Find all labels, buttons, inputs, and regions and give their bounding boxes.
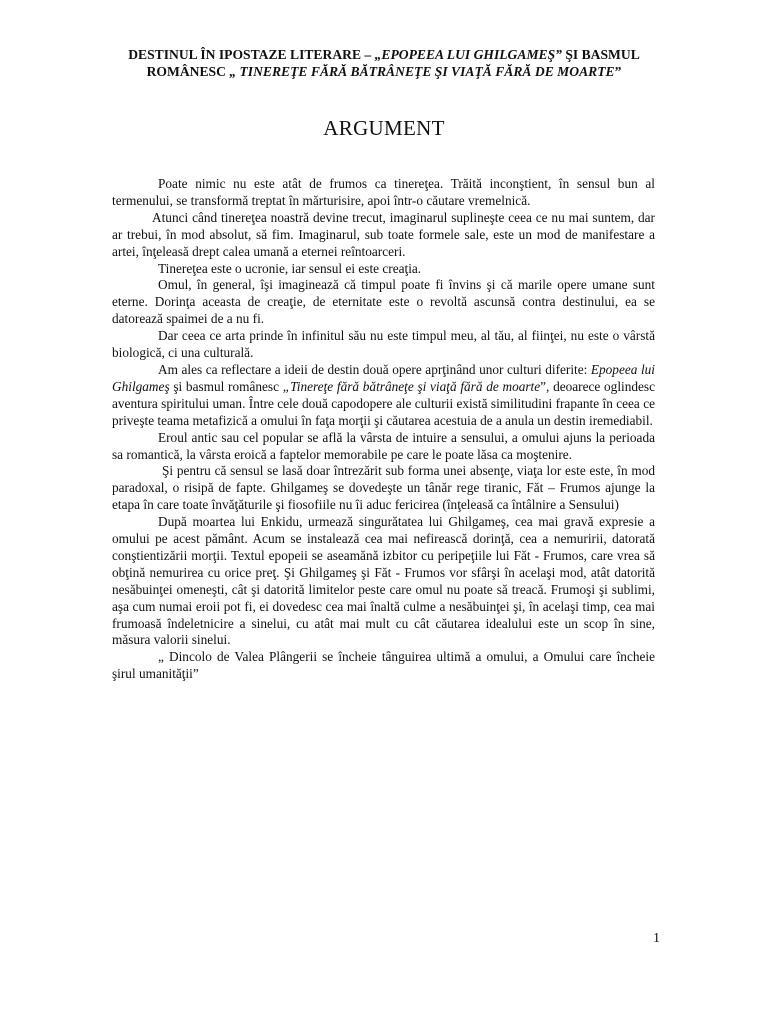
paragraph-6-intro: Am ales ca reflectare a ideii de destin două opere aprţinând unor culturi diferite: bbox=[158, 361, 591, 377]
paragraph-6-epic-title: Epopeea lui Ghilgameş bbox=[112, 361, 655, 394]
document-title bbox=[90, 46, 678, 80]
title-part-1: DESTINUL ÎN IPOSTAZE LITERARE – bbox=[128, 47, 375, 62]
page-number: 1 bbox=[653, 931, 660, 946]
paragraph-1: Poate nimic nu este atât de frumos ca tinereţea. Trăită inconştient, în sensul bun al termenului, se transformă treptat în mărturisire, apoi într-o căutare vremelnică. bbox=[112, 176, 655, 208]
paragraph-2: Atunci când tinereţea noastră devine trecut, imaginarul suplineşte ceea ce nu mai suntem, dar ar trebui, în mod absolut, să fim. Imaginarul, sub toate formele sale, este un mod de manifestare a artei, înţeleasă drept calea umană a eternei reîntoarceri. bbox=[112, 209, 655, 259]
paragraph-9: După moartea lui Enkidu, urmează singurătatea lui Ghilgameş, cea mai gravă expresie a omului pe acest pământ. Acum se instalează cea mai nefirească dorinţă, cea a nemuririi, datorată conştientizării morţii. Textul epopeii se aseamănă izbitor cu peripeţiile lui Făt - Frumos, care vrea să obţină nemurirea cu orice preţ. Şi Ghilgameş şi Făt - Frumos vor sfârşi în acelaşi mod, atât datorită nesăbuinţei omeneşti, cât şi datorită limitelor peste care omul nu poate să treacă. Frumoşi şi sublimi, aşa cum numai eroii pot fi, ei dovedesc cea mai înaltă culme a nesăbuinţei şi, în acelaşi timp, cea mai frumoasă îndeletnicire a sinelui, cu atât mai mult cu cât căutarea idealului este un scop în sine, măsura valorii sinelui. bbox=[112, 514, 655, 648]
paragraph-3: Tinereţea este o ucronie, iar sensul ei este creaţia. bbox=[158, 260, 422, 276]
paragraph-6-connector: şi basmul românesc bbox=[169, 378, 283, 394]
title-tale-name: „ TINEREŢE FĂRĂ BĂTRÂNEŢE ŞI VIAŢĂ FĂRĂ DE MOARTE bbox=[229, 64, 615, 79]
paragraph-10: „ Dincolo de Valea Plângerii se încheie tânguirea ultimă a omului, a Omului care încheie şirul umanităţii” bbox=[112, 649, 655, 682]
section-heading: ARGUMENT bbox=[323, 116, 445, 140]
paragraph-6-rest: ”, deoarece oglindesc aventura spiritului uman. Între cele două capodopere ale culturii există similitudini frapante în ceea ce priveşte teama metafizică a omului în faţa morţii şi căutarea acestuia de a anula un destin iremediabil. bbox=[112, 378, 655, 428]
paragraph-8: Şi pentru că sensul se lasă doar întrezărit sub forma unei absenţe, viaţa lor este este, în mod paradoxal, o risipă de fapte. Ghilgameş se dovedeşte un tânăr rege tiranic, Făt – Frumos ajunge la etapa în care toate învăţăturile şi fiosofiile nu îi aduc fericirea (înţeleasă ca întâlnire a Sensului) bbox=[112, 463, 655, 513]
paragraph-6 bbox=[112, 362, 655, 430]
title-epic-name: „EPOPEEA LUI GHILGAMEŞ” bbox=[374, 47, 562, 62]
paragraph-4: Omul, în general, îşi imaginează că timpul poate fi învins şi că marile opere umane sunt eterne. Dorinţa aceasta de creaţie, de eternitate este o revoltă ascunsă contra destinului, ea se datorează spaimei de a nu fi. bbox=[112, 277, 655, 327]
paragraph-5: Dar ceea ce arta prinde în infinitul său nu este timpul meu, al tău, al fiinţei, nu este o vârstă biologică, ci una culturală. bbox=[112, 328, 655, 361]
paragraph-6-tale-title: „Tinereţe fără bătrâneţe şi viaţă fără de moarte bbox=[282, 378, 541, 394]
paragraph-7: Eroul antic sau cel popular se află la vârsta de intuire a sensului, a omului ajuns la perioada sa romantică, la vârsta eroică a faptelor memorabile pe care le poate lăsa ca moştenire. bbox=[112, 429, 655, 462]
title-part-3: ŞI BASMUL ROMÂNESC bbox=[146, 47, 640, 79]
title-part-5: ” bbox=[614, 64, 622, 79]
body-text bbox=[112, 176, 655, 683]
